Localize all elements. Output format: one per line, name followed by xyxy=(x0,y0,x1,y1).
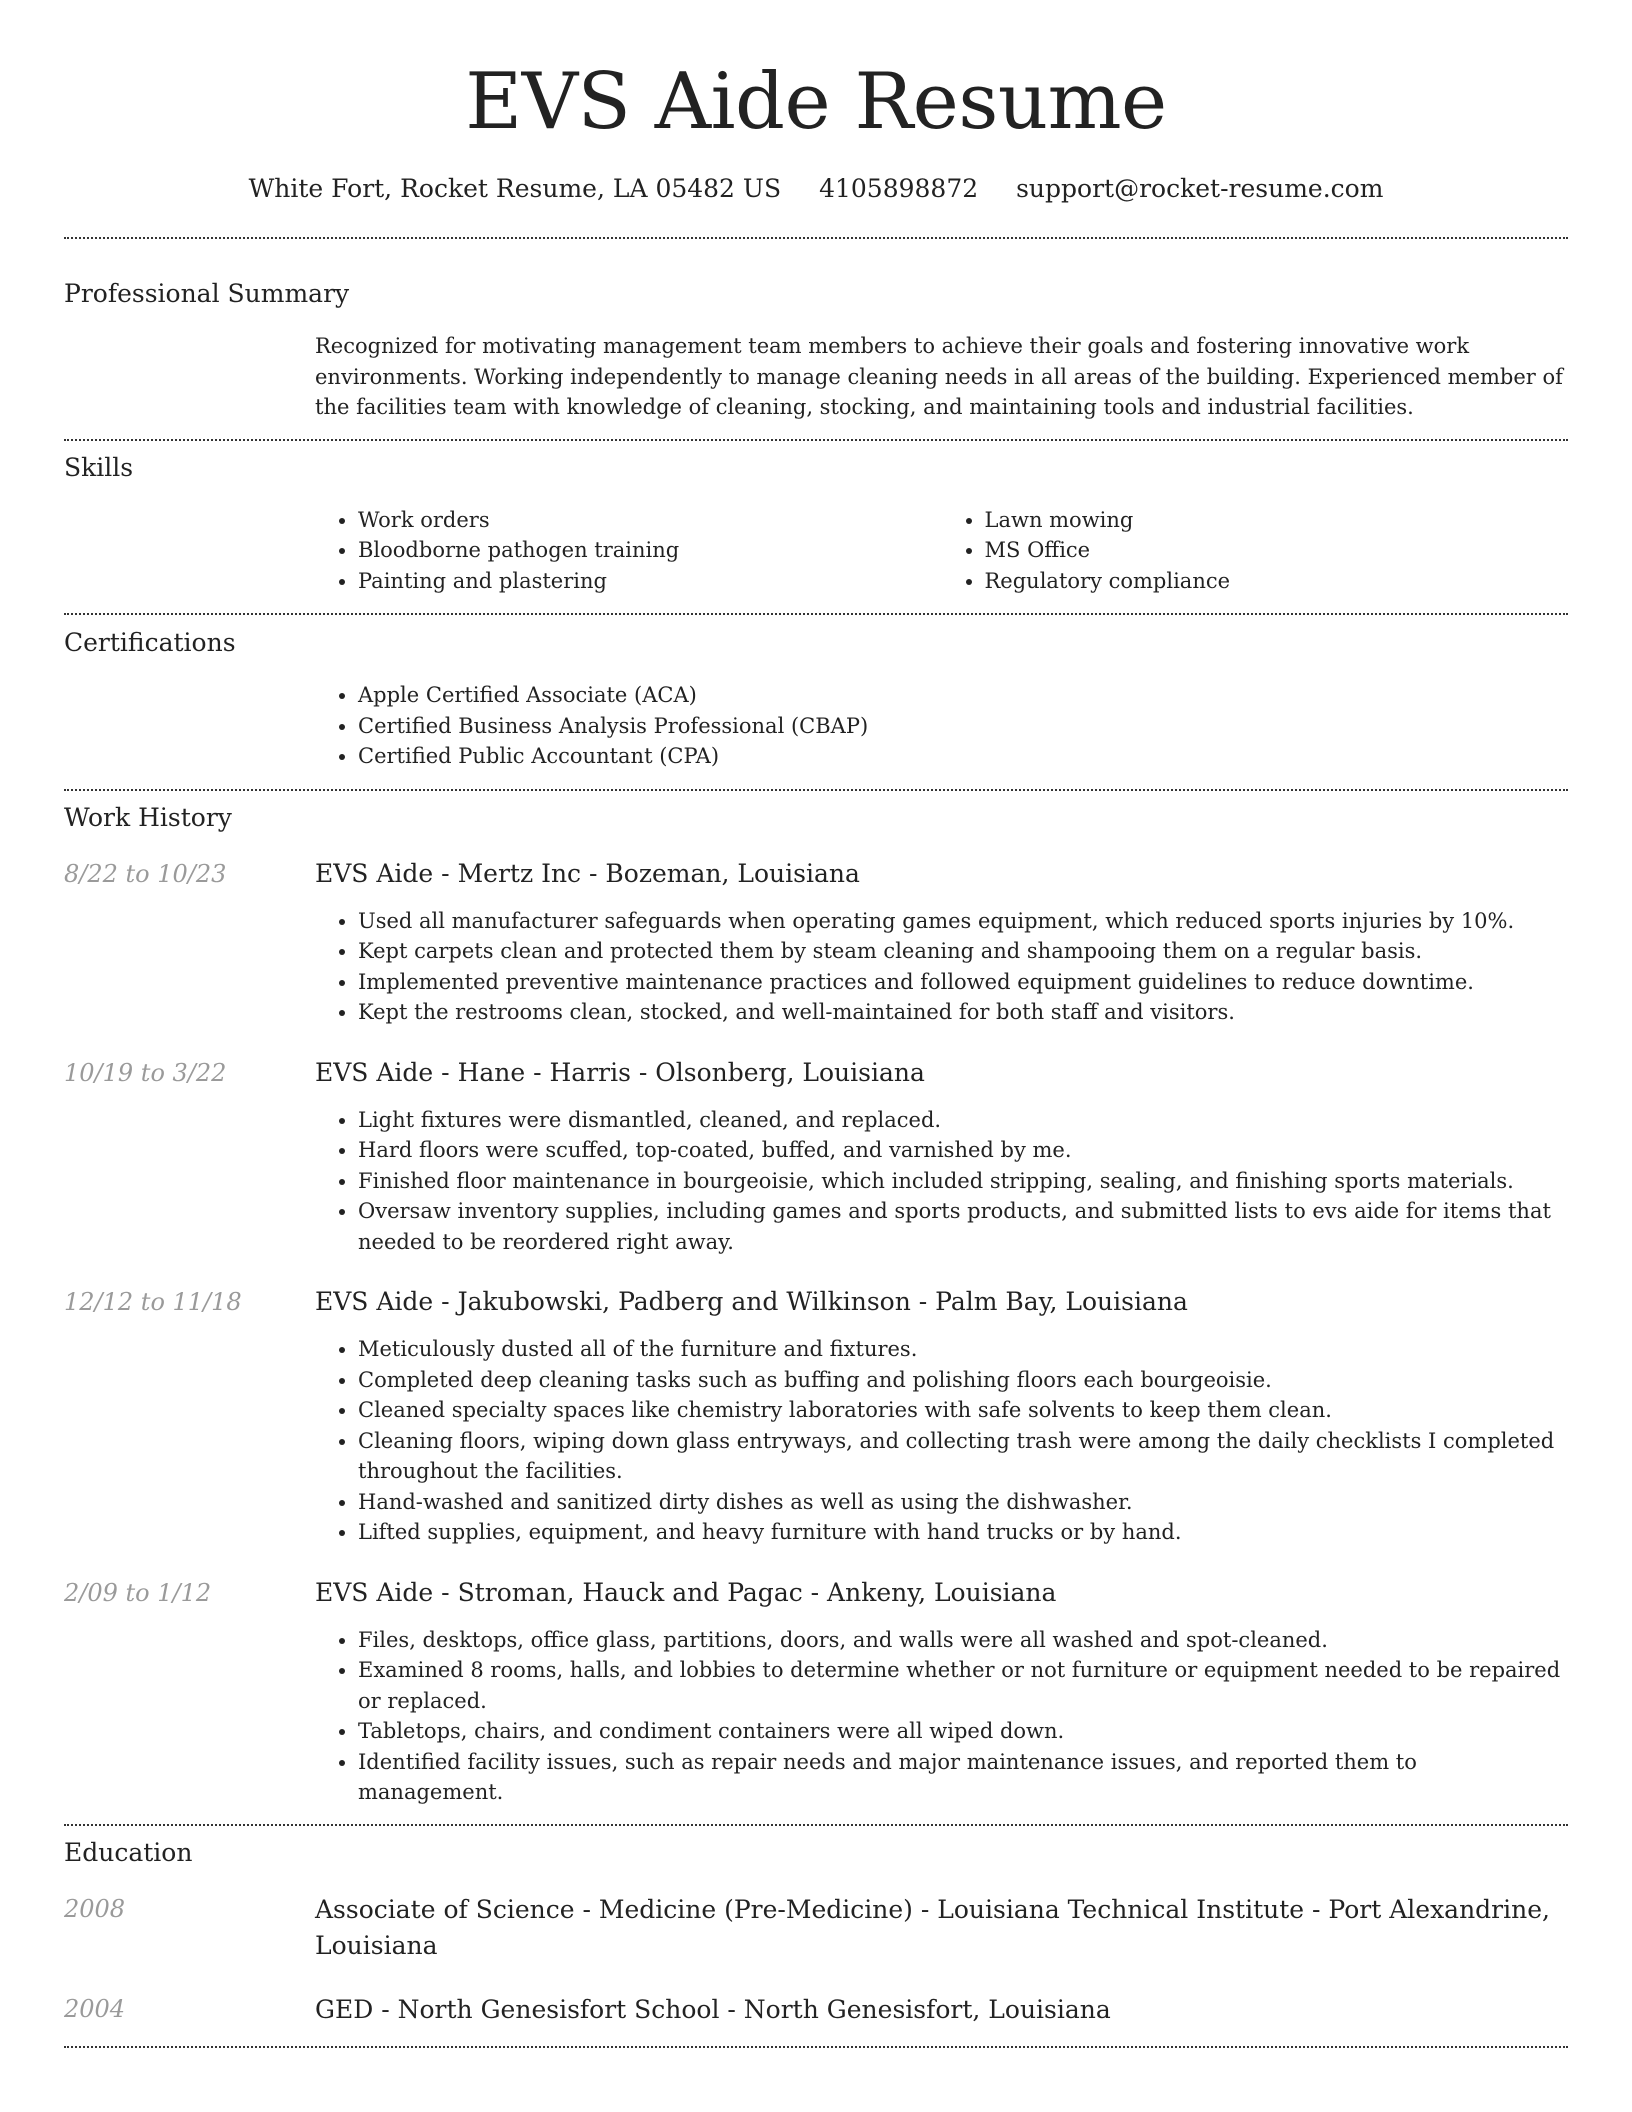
job-title: EVS Aide - Stroman, Hauck and Pagac - Ankeny, Louisiana xyxy=(315,1577,1057,1607)
resume-title: EVS Aide Resume xyxy=(465,57,1167,147)
certification-item: • Apple Certified Associate (ACA) xyxy=(358,680,1568,711)
skill-item: • Work orders xyxy=(358,505,942,536)
education-title: Associate of Science - Medicine (Pre-Medicine) - Louisiana Technical Institute - Port Alexandrine, Louisiana xyxy=(315,1894,1550,1960)
skill-item: • MS Office xyxy=(985,535,1569,566)
job-bullet: • Examined 8 rooms, halls, and lobbies to determine whether or not furniture or equipment needed to be repaired or replaced. xyxy=(358,1655,1568,1716)
certification-item: • Certified Business Analysis Professional (CBAP) xyxy=(358,711,1568,742)
section-title-skills: Skills xyxy=(64,452,134,482)
job-bullet: • Tabletops, chairs, and condiment containers were all wiped down. xyxy=(358,1716,1568,1747)
education-year: 2004 xyxy=(64,1994,126,2023)
job-bullet: • Lifted supplies, equipment, and heavy furniture with hand trucks or by hand. xyxy=(358,1517,1568,1548)
job-dates: 12/12 to 11/18 xyxy=(64,1288,242,1316)
job-bullet: • Identified facility issues, such as repair needs and major maintenance issues, and reported them to management. xyxy=(358,1747,1568,1808)
job-bullet: • Light fixtures were dismantled, cleaned, and replaced. xyxy=(358,1105,1568,1136)
education-section xyxy=(64,1826,1568,2028)
skills-list-left xyxy=(315,505,942,597)
job-bullet: • Hard floors were scuffed, top-coated, buffed, and varnished by me. xyxy=(358,1135,1568,1166)
summary-text: Recognized for motivating management team members to achieve their goals and fostering innovative work environments. Working independently to manage cleaning needs in all areas of the building. Experienced member of the facilities team with knowledge of cleaning, stocking, and maintaining tools and industrial facilities. xyxy=(315,334,1563,419)
job-title: EVS Aide - Mertz Inc - Bozeman, Louisiana xyxy=(315,858,860,888)
job-entry xyxy=(64,1285,1568,1548)
section-title-certifications: Certifications xyxy=(64,628,236,657)
job-title: EVS Aide - Hane - Harris - Olsonberg, Louisiana xyxy=(315,1057,925,1087)
contact-email: support@rocket-resume.com xyxy=(1016,174,1384,203)
skill-item: • Lawn mowing xyxy=(985,505,1569,536)
job-bullets xyxy=(315,1334,1568,1548)
job-dates: 2/09 to 1/12 xyxy=(64,1578,212,1607)
job-bullet: • Files, desktops, office glass, partitions, doors, and walls were all washed and spot-cleaned. xyxy=(358,1625,1568,1656)
education-year: 2008 xyxy=(64,1894,126,1923)
summary-section xyxy=(64,239,1568,423)
skills-section xyxy=(64,441,1568,597)
divider xyxy=(64,2046,1568,2048)
job-bullet: • Kept the restrooms clean, stocked, and well-maintained for both staff and visitors. xyxy=(358,997,1568,1028)
job-bullet: • Meticulously dusted all of the furniture and fixtures. xyxy=(358,1334,1568,1365)
section-title-education: Education xyxy=(64,1837,193,1867)
job-bullets xyxy=(315,906,1568,1028)
job-bullet: • Oversaw inventory supplies, including games and sports products, and submitted lists to evs aide for items that needed to be reordered right away. xyxy=(358,1196,1568,1257)
education-title: GED - North Genesisfort School - North Genesisfort, Louisiana xyxy=(315,1994,1111,2024)
section-title-work-history: Work History xyxy=(64,802,232,832)
job-bullet: • Completed deep cleaning tasks such as buffing and polishing floors each bourgeoisie. xyxy=(358,1365,1568,1396)
job-dates: 10/19 to 3/22 xyxy=(64,1058,227,1087)
job-bullet: • Kept carpets clean and protected them by steam cleaning and shampooing them on a regular basis. xyxy=(358,936,1568,967)
job-bullet: • Implemented preventive maintenance practices and followed equipment guidelines to reduce downtime. xyxy=(358,967,1568,998)
job-bullet: • Used all manufacturer safeguards when operating games equipment, which reduced sports injuries by 10%. xyxy=(358,906,1568,937)
job-bullet: • Hand-washed and sanitized dirty dishes as well as using the dishwasher. xyxy=(358,1487,1568,1518)
job-title: EVS Aide - Jakubowski, Padberg and Wilkinson - Palm Bay, Louisiana xyxy=(315,1287,1188,1316)
work-history-section xyxy=(64,791,1568,1808)
contact-line xyxy=(64,172,1568,206)
job-bullet: • Finished floor maintenance in bourgeoisie, which included stripping, sealing, and finishing sports materials. xyxy=(358,1166,1568,1197)
job-entry xyxy=(64,1056,1568,1258)
certifications-list xyxy=(315,680,1568,772)
job-bullet: • Cleaned specialty spaces like chemistry laboratories with safe solvents to keep them clean. xyxy=(358,1395,1568,1426)
job-entry xyxy=(64,857,1568,1028)
job-bullets xyxy=(315,1625,1568,1808)
certifications-section xyxy=(64,615,1568,772)
skills-list-right xyxy=(942,505,1569,597)
contact-address: White Fort, Rocket Resume, LA 05482 US xyxy=(248,174,782,203)
certification-item: • Certified Public Accountant (CPA) xyxy=(358,741,1568,772)
job-bullets xyxy=(315,1105,1568,1258)
education-entry xyxy=(64,1892,1568,1964)
section-title-summary: Professional Summary xyxy=(64,279,350,308)
job-bullet: • Cleaning floors, wiping down glass entryways, and collecting trash were among the daily checklists I completed throughout the facilities. xyxy=(358,1426,1568,1487)
skill-item: • Regulatory compliance xyxy=(985,566,1569,597)
contact-phone: 4105898872 xyxy=(819,174,979,203)
job-entry xyxy=(64,1576,1568,1808)
skill-item: • Bloodborne pathogen training xyxy=(358,535,942,566)
education-entry xyxy=(64,1992,1568,2028)
job-dates: 8/22 to 10/23 xyxy=(64,859,227,888)
skill-item: • Painting and plastering xyxy=(358,566,942,597)
